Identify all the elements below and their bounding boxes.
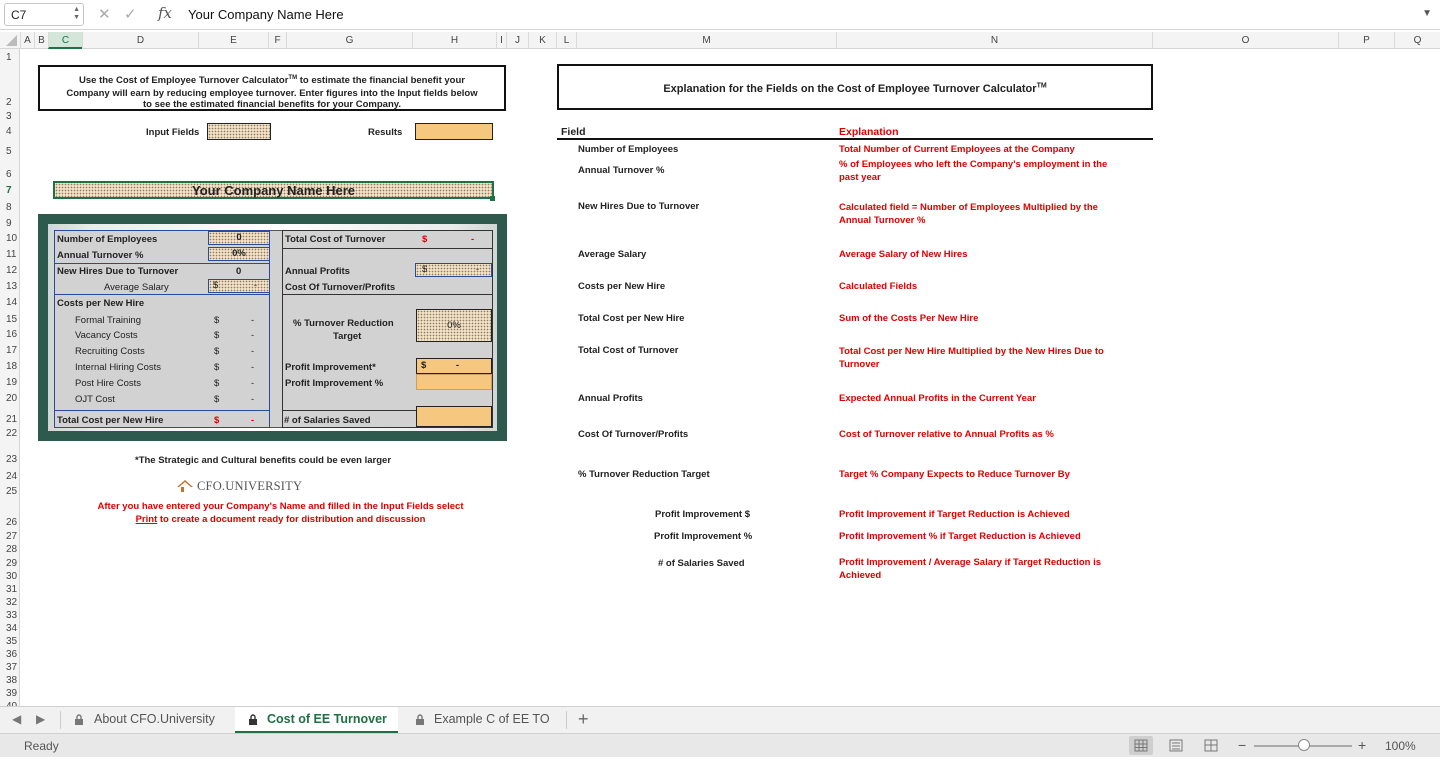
field-explanation-cont: Annual Turnover %	[839, 215, 926, 226]
row-header[interactable]: 29	[6, 558, 18, 569]
field-explanation-cont: Turnover	[839, 359, 880, 370]
row-header[interactable]: 23	[6, 454, 18, 465]
col-header-m[interactable]: M	[576, 32, 836, 49]
row-header[interactable]: 20	[6, 393, 18, 404]
intro-line-2: Company will earn by reducing employee turnover. Enter figures into the Input fields below	[66, 88, 478, 100]
print-link[interactable]: Print	[135, 514, 158, 525]
col-header-g[interactable]: G	[286, 32, 412, 49]
row-header[interactable]: 5	[6, 146, 12, 157]
row-header[interactable]: 3	[6, 111, 12, 122]
input-fields-legend-label: Input Fields	[146, 127, 200, 138]
field-explanation-cont: Achieved	[839, 570, 882, 581]
field-explanation: Profit Improvement % if Target Reduction is Achieved	[839, 531, 1081, 542]
row-header[interactable]: 8	[6, 202, 12, 213]
field-column-header: Field	[561, 126, 586, 138]
field-name: Profit Improvement %	[654, 531, 753, 542]
row-header[interactable]: 2	[6, 97, 12, 108]
row-header[interactable]: 36	[6, 649, 18, 660]
cost-value: -	[251, 315, 255, 326]
cost-currency: $	[214, 378, 220, 389]
cost-label: OJT Cost	[75, 394, 115, 405]
company-name-cell[interactable]: Your Company Name Here	[53, 181, 494, 199]
cost-label: Formal Training	[75, 315, 141, 326]
row-header[interactable]: 14	[6, 297, 18, 308]
explanation-title-box	[557, 64, 1153, 110]
row-header[interactable]: 25	[6, 486, 18, 497]
employees-input[interactable]: 0	[208, 231, 270, 245]
row-header[interactable]: 30	[6, 571, 18, 582]
row-headers	[0, 49, 20, 706]
col-header-c[interactable]: C	[48, 32, 82, 49]
intro-box	[38, 65, 506, 111]
instructions-line-1: After you have entered your Company's Name and filled in the Input Fields select	[97, 501, 464, 512]
reduction-target-label-1: % Turnover Reduction	[293, 318, 394, 329]
house-logo-icon	[176, 479, 194, 493]
name-box-stepper-icon[interactable]: ▲ ▼	[73, 6, 80, 21]
employees-label: Number of Employees	[57, 234, 158, 245]
row-header[interactable]: 32	[6, 597, 18, 608]
total-cost-turnover-currency: $	[422, 234, 428, 245]
field-explanation: Profit Improvement / Average Salary if Target Reduction is	[839, 557, 1102, 568]
row-header[interactable]: 34	[6, 623, 18, 634]
explanation-title: Explanation for the Fields on the Cost of Employee Turnover Calculator	[663, 83, 1037, 95]
explanation-column-header: Explanation	[839, 126, 899, 138]
lock-icon	[74, 714, 84, 724]
expand-formula-bar-icon[interactable]: ▼	[1422, 8, 1432, 19]
annual-profits-input[interactable]: $ -	[415, 263, 492, 277]
column-headers	[0, 32, 1440, 49]
avg-salary-label: Average Salary	[104, 282, 169, 293]
col-header-f[interactable]: F	[268, 32, 286, 49]
total-cost-per-hire-value: -	[251, 415, 255, 426]
explanation-title-tm: TM	[1036, 82, 1047, 90]
avg-salary-input[interactable]: $ -	[208, 279, 270, 293]
row-header[interactable]: 1	[6, 52, 12, 63]
cancel-icon[interactable]: ✕	[98, 6, 111, 23]
status-text: Ready	[24, 739, 59, 753]
cost-value: -	[251, 346, 255, 357]
field-explanation: Average Salary of New Hires	[839, 249, 968, 260]
field-name: Total Cost per New Hire	[578, 313, 685, 324]
lock-icon	[248, 714, 258, 724]
row-header-selected[interactable]: 7	[6, 185, 12, 196]
annual-profits-label: Annual Profits	[285, 266, 350, 277]
col-header-d[interactable]: D	[82, 32, 198, 49]
results-legend-swatch	[415, 123, 493, 140]
field-name: Profit Improvement $	[655, 509, 751, 520]
intro-line-3: to see the estimated financial benefits for your Company.	[143, 99, 401, 111]
row-header[interactable]: 28	[6, 544, 18, 555]
field-name: New Hires Due to Turnover	[578, 201, 700, 212]
status-bar	[0, 733, 1440, 757]
cost-currency: $	[214, 394, 220, 405]
salaries-saved-label: # of Salaries Saved	[284, 415, 371, 426]
profit-improvement-pct-result	[416, 374, 492, 390]
fill-handle[interactable]	[490, 196, 495, 201]
cost-currency: $	[214, 362, 220, 373]
field-name: Average Salary	[578, 249, 647, 260]
row-header[interactable]: 35	[6, 636, 18, 647]
cost-value: -	[251, 378, 255, 389]
field-explanation: Profit Improvement if Target Reduction is Achieved	[839, 509, 1070, 520]
zoom-slider-thumb[interactable]	[1298, 739, 1310, 751]
turnover-label: Annual Turnover %	[57, 250, 144, 261]
cost-value: -	[251, 362, 255, 373]
function-icon[interactable]: fx	[158, 4, 173, 22]
row-header[interactable]: 22	[6, 428, 18, 439]
row-header[interactable]: 19	[6, 377, 18, 388]
zoom-out-icon[interactable]: −	[1238, 737, 1247, 753]
col-header-j[interactable]: J	[506, 32, 528, 49]
total-cost-per-hire-label: Total Cost per New Hire	[57, 415, 164, 426]
row-header[interactable]: 38	[6, 675, 18, 686]
salaries-saved-result	[416, 406, 492, 427]
field-explanation: Calculated Fields	[839, 281, 918, 292]
field-name: Cost Of Turnover/Profits	[578, 429, 689, 440]
field-name: % Turnover Reduction Target	[578, 469, 710, 480]
costs-header: Costs per New Hire	[57, 298, 145, 309]
profit-improvement-label: Profit Improvement*	[285, 362, 376, 373]
col-header-h[interactable]: H	[412, 32, 496, 49]
col-header-i[interactable]: I	[496, 32, 506, 49]
field-explanation: Sum of the Costs Per New Hire	[839, 313, 979, 324]
intro-line-1: Use the Cost of Employee Turnover Calculator™ to estimate the financial benefit your	[79, 75, 465, 87]
formula-input[interactable]: Your Company Name Here	[188, 7, 344, 22]
col-header-a[interactable]: A	[20, 32, 34, 49]
row-header[interactable]: 6	[6, 169, 12, 180]
name-box[interactable]	[4, 3, 84, 26]
field-explanation: Cost of Turnover relative to Annual Profits as %	[839, 429, 1054, 440]
col-header-q[interactable]: Q	[1394, 32, 1440, 49]
field-name: Number of Employees	[578, 144, 679, 155]
row-header[interactable]: 12	[6, 265, 18, 276]
next-sheet-icon[interactable]: ▶	[36, 712, 46, 726]
cost-value: -	[251, 394, 255, 405]
row-header[interactable]: 11	[6, 249, 17, 260]
zoom-level: 100%	[1385, 739, 1416, 753]
row-header[interactable]: 27	[6, 531, 18, 542]
header-divider	[557, 138, 1153, 140]
field-name: Annual Turnover %	[578, 165, 665, 176]
add-sheet-icon[interactable]: +	[578, 709, 589, 729]
row-header[interactable]: 31	[6, 584, 18, 595]
cost-label: Internal Hiring Costs	[75, 362, 162, 373]
instructions-line-2: Print to create a document ready for distribution and discussion	[135, 514, 426, 525]
cost-turnover-profits-label: Cost Of Turnover/Profits	[285, 282, 396, 293]
field-explanation: Expected Annual Profits in the Current Year	[839, 393, 1036, 404]
zoom-in-icon[interactable]: +	[1358, 737, 1367, 753]
field-explanation: % of Employees who left the Company's employment in the	[839, 159, 1108, 170]
row-header[interactable]: 10	[6, 233, 18, 244]
page-break-view-icon[interactable]	[1199, 736, 1223, 755]
cost-label: Vacancy Costs	[75, 330, 138, 341]
row-header[interactable]: 9	[6, 218, 12, 229]
new-hires-value: 0	[236, 266, 242, 277]
row-header[interactable]: 33	[6, 610, 18, 621]
cell-reference: C7	[11, 8, 27, 22]
col-header-n[interactable]: N	[836, 32, 1152, 49]
new-hires-label: New Hires Due to Turnover	[57, 266, 179, 277]
col-header-o[interactable]: O	[1152, 32, 1338, 49]
results-legend-label: Results	[368, 127, 403, 138]
row-header[interactable]: 15	[6, 314, 18, 325]
row-header[interactable]: 4	[6, 126, 12, 137]
total-cost-turnover-value: -	[471, 234, 475, 245]
select-all-corner[interactable]	[0, 32, 20, 49]
col-header-p[interactable]: P	[1338, 32, 1394, 49]
row-header[interactable]: 24	[6, 471, 18, 482]
row-header[interactable]: 26	[6, 517, 18, 528]
row-header[interactable]: 16	[6, 329, 18, 340]
field-explanation: Total Number of Current Employees at the Company	[839, 144, 1075, 155]
field-name: Total Cost of Turnover	[578, 345, 679, 356]
field-explanation-cont: past year	[839, 172, 881, 183]
field-explanation: Target % Company Expects to Reduce Turnover By	[839, 469, 1070, 480]
confirm-icon[interactable]: ✓	[124, 6, 137, 23]
turnover-input[interactable]: 0%	[208, 247, 270, 261]
sheet-tab-bar	[0, 706, 1440, 733]
profit-improvement-result: $ -	[416, 358, 492, 374]
footnote: *The Strategic and Cultural benefits could be even larger	[135, 455, 392, 466]
profit-improvement-pct-label: Profit Improvement %	[285, 378, 384, 389]
lock-icon	[415, 714, 425, 724]
tab-about-cfo-university[interactable]: About CFO.University	[70, 707, 228, 733]
field-explanation: Total Cost per New Hire Multiplied by the New Hires Due to	[839, 346, 1104, 357]
normal-view-icon[interactable]	[1129, 736, 1153, 755]
row-header[interactable]: 17	[6, 345, 18, 356]
row-header[interactable]: 37	[6, 662, 18, 673]
col-header-e[interactable]: E	[198, 32, 268, 49]
field-explanation: Calculated field = Number of Employees Multiplied by the	[839, 202, 1098, 213]
cost-label: Post Hire Costs	[75, 378, 141, 389]
reduction-target-label-2: Target	[333, 331, 362, 342]
row-header[interactable]: 18	[6, 361, 18, 372]
col-header-b[interactable]: B	[34, 32, 48, 49]
formula-bar	[0, 0, 1440, 30]
instructions	[40, 500, 521, 526]
reduction-target-input[interactable]: 0%	[416, 309, 492, 342]
col-header-l[interactable]: L	[556, 32, 576, 49]
cost-label: Recruiting Costs	[75, 346, 145, 357]
cost-currency: $	[214, 315, 220, 326]
total-cost-turnover-label: Total Cost of Turnover	[285, 234, 386, 245]
field-name: Annual Profits	[578, 393, 643, 404]
cost-currency: $	[214, 330, 220, 341]
tab-cost-of-ee-turnover[interactable]: Cost of EE Turnover	[235, 707, 398, 733]
total-cost-per-hire-currency: $	[214, 415, 220, 426]
col-header-k[interactable]: K	[528, 32, 556, 49]
row-header[interactable]: 39	[6, 688, 18, 699]
logo-text: CFO.UNIVERSITY	[197, 479, 303, 493]
page-layout-view-icon[interactable]	[1164, 736, 1188, 755]
field-name: # of Salaries Saved	[658, 558, 745, 569]
field-name: Costs per New Hire	[578, 281, 666, 292]
select-all-icon	[0, 32, 20, 49]
row-header[interactable]: 13	[6, 281, 18, 292]
cost-value: -	[251, 330, 255, 341]
tab-example-c-of-ee-to[interactable]: Example C of EE TO	[404, 707, 562, 733]
input-fields-legend-swatch	[207, 123, 271, 140]
previous-sheet-icon[interactable]: ◀	[12, 712, 22, 726]
cost-currency: $	[214, 346, 220, 357]
row-header[interactable]: 21	[6, 414, 18, 425]
